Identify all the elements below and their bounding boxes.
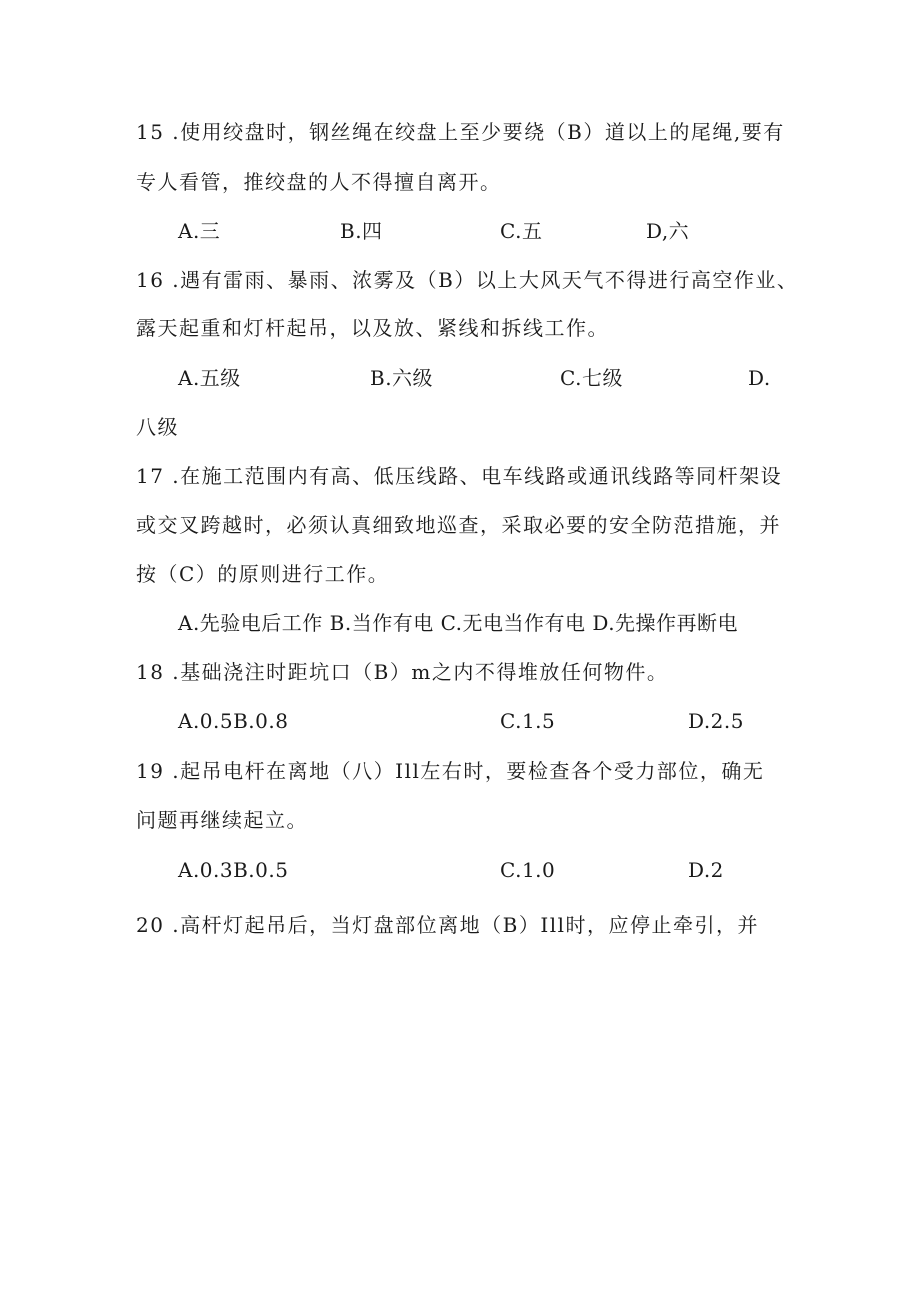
question-16-option-a: A.五级 — [178, 366, 241, 390]
question-15-option-c: C.五 — [500, 219, 543, 243]
question-19-option-ab: A.0.3B.0.5 — [178, 858, 289, 882]
question-15-option-d: D,六 — [646, 219, 690, 243]
question-19-line-1: 19 .起吊电杆在离地（八）Ill左右时，要检查各个受力部位，确无 — [136, 759, 765, 783]
question-19-option-c: C.1.0 — [500, 858, 556, 882]
question-16-option-b: B.六级 — [370, 366, 434, 390]
question-16-option-c: C.七级 — [560, 366, 623, 390]
question-15-option-a: A.三 — [178, 219, 221, 243]
question-18-line-1: 18 .基础浇注时距坑口（B）m之内不得堆放任何物件。 — [136, 660, 669, 684]
question-17-options: A.先验电后工作 B.当作有电 C.无电当作有电 D.先操作再断电 — [178, 611, 739, 635]
question-18-option-ab: A.0.5B.0.8 — [178, 709, 289, 733]
question-18-option-d: D.2.5 — [688, 709, 744, 733]
question-19-line-2: 问题再继续起立。 — [136, 808, 308, 832]
question-16-line-2: 露天起重和灯杆起吊，以及放、紧线和拆线工作。 — [136, 316, 609, 340]
question-15-option-b: B.四 — [340, 219, 383, 243]
question-16-option-d-wrap: 八级 — [136, 415, 179, 439]
question-15-line-2: 专人看管，推绞盘的人不得擅自离开。 — [136, 170, 502, 194]
question-19-option-d: D.2 — [688, 858, 724, 882]
question-17-line-1: 17 .在施工范围内有高、低压线路、电车线路或通讯线路等同杆架设 — [136, 464, 783, 488]
question-20-line-1: 20 .高杆灯起吊后，当灯盘部位离地（B）Ill时，应停止牵引，并 — [136, 913, 760, 937]
question-18-option-c: C.1.5 — [500, 709, 556, 733]
question-16-line-1: 16 .遇有雷雨、暴雨、浓雾及（B）以上大风天气不得进行高空作业、 — [136, 268, 799, 292]
question-17-line-2: 或交叉跨越时，必须认真细致地巡查，采取必要的安全防范措施，并 — [136, 513, 781, 537]
question-15-line-1: 15 .使用绞盘时，钢丝绳在绞盘上至少要绕（B）道以上的尾绳,要有 — [136, 120, 785, 144]
question-17-line-3: 按（C）的原则进行工作。 — [136, 562, 390, 586]
question-16-option-d: D. — [748, 366, 771, 390]
